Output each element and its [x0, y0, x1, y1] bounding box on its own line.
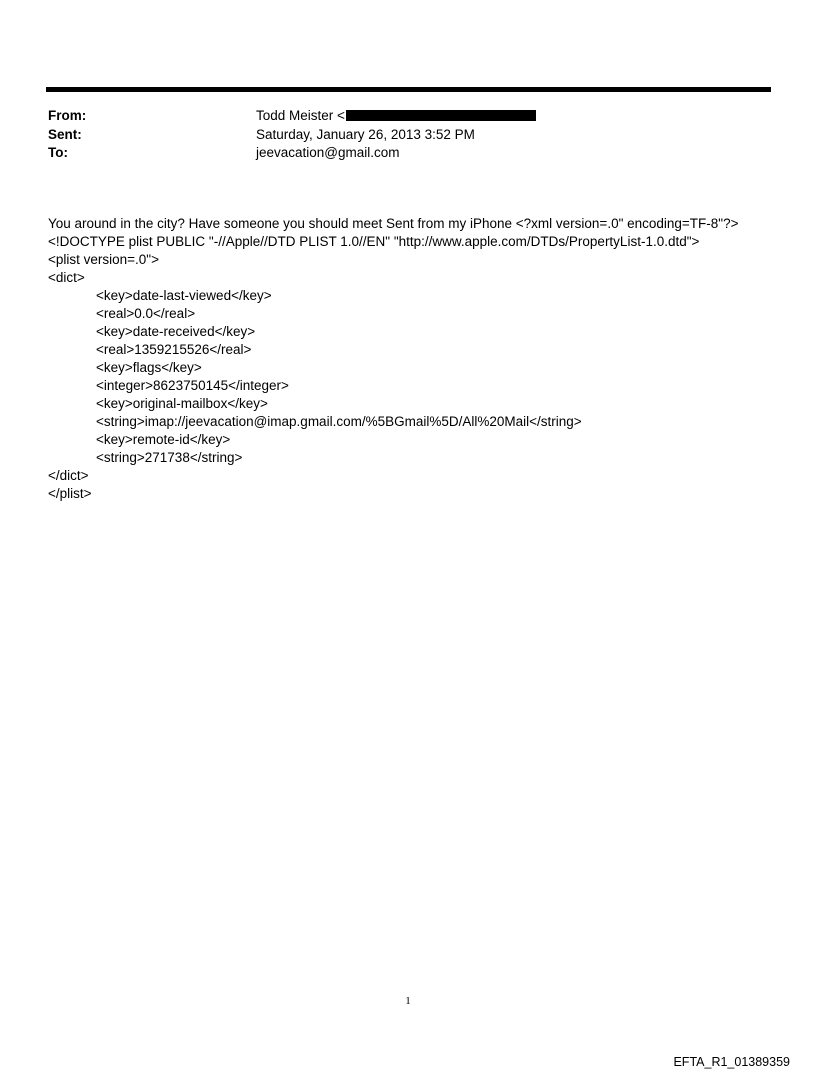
body-line: <!DOCTYPE plist PUBLIC "-//Apple//DTD PLIST 1.0//EN" "http://www.apple.com/DTDs/PropertyList-1.0.dtd"> — [48, 234, 700, 249]
body-line: <plist version=.0"> — [48, 252, 159, 267]
from-value — [256, 107, 536, 126]
body-line: <string>imap://jeevacation@imap.gmail.com/%5BGmail%5D/All%20Mail</string> — [96, 414, 582, 429]
sent-value: Saturday, January 26, 2013 3:52 PM — [256, 126, 475, 142]
body-line: <key>original-mailbox</key> — [96, 396, 268, 411]
body-line: <key>date-received</key> — [96, 324, 256, 339]
body-line: <integer>8623750145</integer> — [96, 378, 289, 393]
body-line: <real>1359215526</real> — [96, 342, 252, 357]
body-line: <dict> — [48, 270, 85, 285]
body-line: </plist> — [48, 486, 92, 501]
body-line: You around in the city? Have someone you should meet Sent from my iPhone <?xml version=.0" encoding=TF-8"?> — [48, 216, 739, 231]
sent-row — [48, 126, 768, 145]
body-line: <string>271738</string> — [96, 450, 243, 465]
email-header — [48, 107, 768, 163]
header-rule — [46, 87, 771, 92]
bates-number: EFTA_R1_01389359 — [673, 1055, 790, 1069]
body-line: <key>remote-id</key> — [96, 432, 231, 447]
body-line: <real>0.0</real> — [96, 306, 196, 321]
from-label: From: — [48, 108, 87, 123]
redaction-block — [346, 110, 536, 121]
body-line: <key>date-last-viewed</key> — [96, 288, 272, 303]
to-row — [48, 144, 768, 163]
to-value: jeevacation@gmail.com — [256, 145, 400, 160]
body-line: <key>flags</key> — [96, 360, 202, 375]
sent-label: Sent: — [48, 126, 82, 142]
page-number: 1 — [405, 995, 411, 1007]
body-line: </dict> — [48, 468, 89, 483]
to-label: To: — [48, 145, 68, 160]
from-row — [48, 107, 768, 126]
from-name: Todd Meister < — [256, 108, 345, 123]
email-body — [48, 215, 788, 503]
